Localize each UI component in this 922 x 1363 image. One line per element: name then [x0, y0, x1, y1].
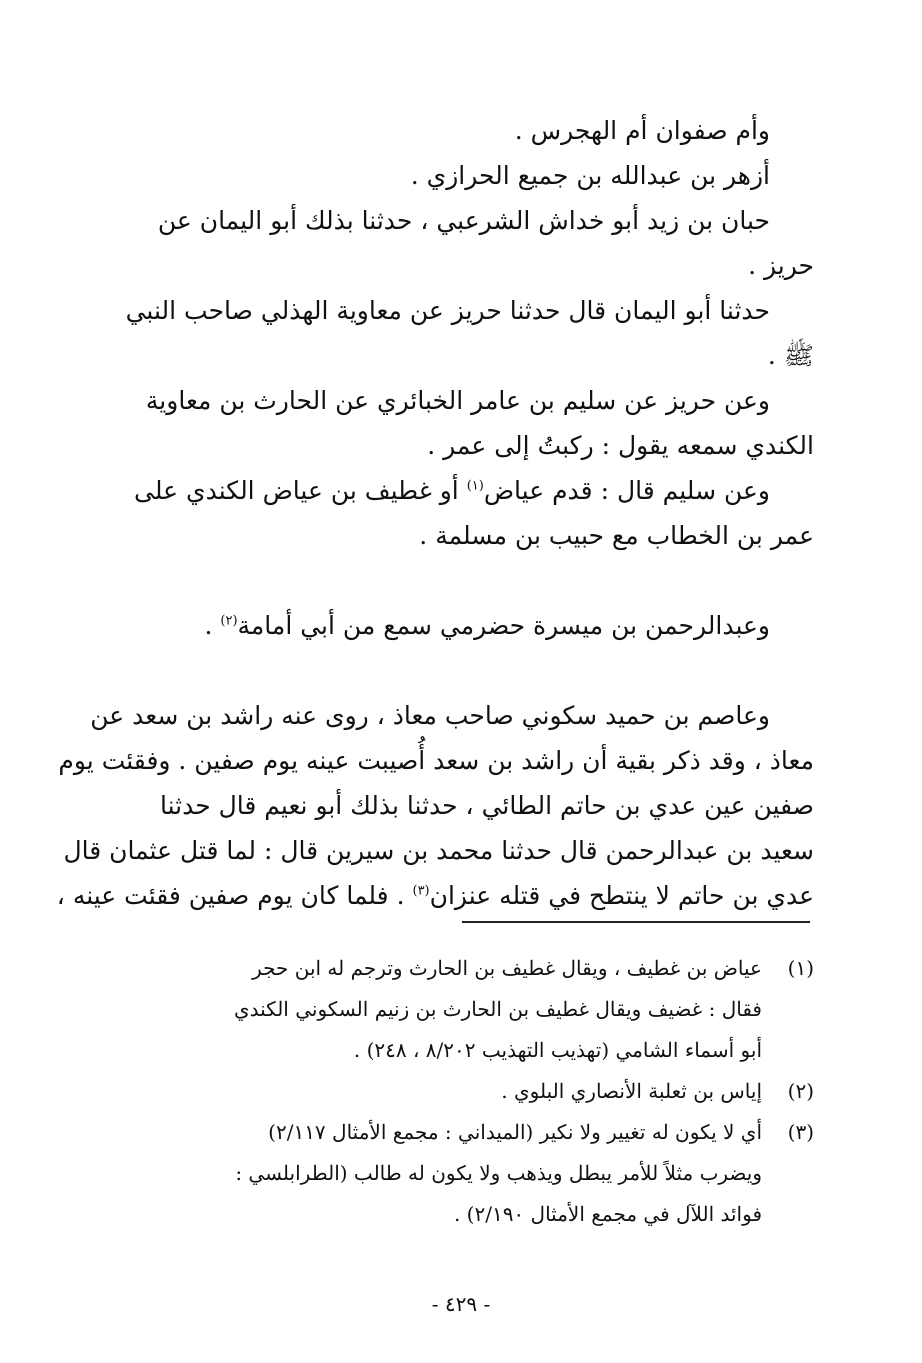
- text-line: حدثنا أبو اليمان قال حدثنا حريز عن معاوية الهذلي صاحب النبي: [125, 296, 770, 325]
- footnote-number: (٢): [787, 1079, 814, 1103]
- footnote-separator: [462, 921, 810, 923]
- footnote-3: [194, 1112, 814, 1235]
- text-line: وعاصم بن حميد سكوني صاحب معاذ ، روى عنه راشد بن سعد عن: [90, 701, 770, 730]
- text-line: حبان بن زيد أبو خداش الشرعبي ، حدثنا بذلك أبو اليمان عن: [157, 206, 770, 235]
- text-segment: أو غطيف بن عياض الكندي على: [134, 476, 459, 505]
- footnote-line: فوائد اللآل في مجمع الأمثال ٢/١٩٠) .: [453, 1202, 762, 1226]
- footnote-1: [194, 948, 814, 1071]
- text-segment: فلما كان يوم صفين فقئت عينه ،: [56, 881, 389, 910]
- text-line: أزهر بن عبدالله بن جميع الحرازي .: [410, 161, 770, 190]
- text-line: حريز .: [748, 251, 814, 280]
- text-line: ﷺ .: [767, 341, 814, 370]
- text-line: سعيد بن عبدالرحمن قال حدثنا محمد بن سيرين قال : لما قتل عثمان قال: [63, 836, 814, 865]
- paragraph-gap: [108, 648, 814, 693]
- footnote-line: ويضرب مثلاً للأمر يبطل ويذهب ولا يكون له طالب (الطرابلسي :: [235, 1161, 762, 1185]
- footnote-line: فقال : غضيف ويقال غطيف بن الحارث بن زنيم السكوني الكندي: [233, 997, 762, 1021]
- text-segment: .: [396, 881, 413, 910]
- footnote-line: إياس بن ثعلبة الأنصاري البلوي .: [501, 1079, 762, 1103]
- text-segment: عدي بن حاتم لا ينتطح في قتله عنزان: [429, 881, 814, 910]
- text-segment: .: [204, 611, 221, 640]
- footnote-mark: (١): [466, 478, 484, 494]
- footnote-2: [194, 1071, 814, 1112]
- text-line: [56, 873, 814, 918]
- footnote-line: أبو أسماء الشامي (تهذيب التهذيب ٨/٢٠٢ ، ٢٤٨) .: [353, 1038, 762, 1062]
- page-number: - ٤٢٩ -: [431, 1292, 491, 1316]
- text-segment: وعبدالرحمن بن ميسرة حضرمي سمع من أبي أمامة: [237, 611, 770, 640]
- footnote-number: (٣): [787, 1120, 814, 1144]
- footnote-mark: (٣): [412, 883, 430, 899]
- text-line: وأم صفوان أم الهجرس .: [514, 116, 770, 145]
- footnote-number: (١): [787, 956, 814, 980]
- footnotes: [194, 948, 814, 1235]
- footnote-line: عياض بن غطيف ، ويقال غطيف بن الحارث وترجم له ابن حجر: [252, 956, 762, 980]
- text-line: وعن حريز عن سليم بن عامر الخبائري عن الحارث بن معاوية: [145, 386, 770, 415]
- text-line: عمر بن الخطاب مع حبيب بن مسلمة .: [419, 521, 814, 550]
- footnote-line: أي لا يكون له تغيير ولا نكير (الميداني : مجمع الأمثال ٢/١١٧): [268, 1120, 762, 1144]
- text-segment: وعن سليم قال : قدم عياض: [483, 476, 770, 505]
- text-line: معاذ ، وقد ذكر بقية أن راشد بن سعد أُصيبت عينه يوم صفين . وفقئت يوم: [58, 746, 814, 775]
- text-line: [108, 603, 814, 648]
- footnote-mark: (٢): [220, 613, 238, 629]
- main-text: [56, 108, 814, 918]
- text-line: الكندي سمعه يقول : ركبتُ إلى عمر .: [427, 431, 814, 460]
- paragraph-gap: [108, 558, 814, 603]
- text-line: صفين عين عدي بن حاتم الطائي ، حدثنا بذلك أبو نعيم قال حدثنا: [159, 791, 814, 820]
- text-line: [108, 468, 814, 513]
